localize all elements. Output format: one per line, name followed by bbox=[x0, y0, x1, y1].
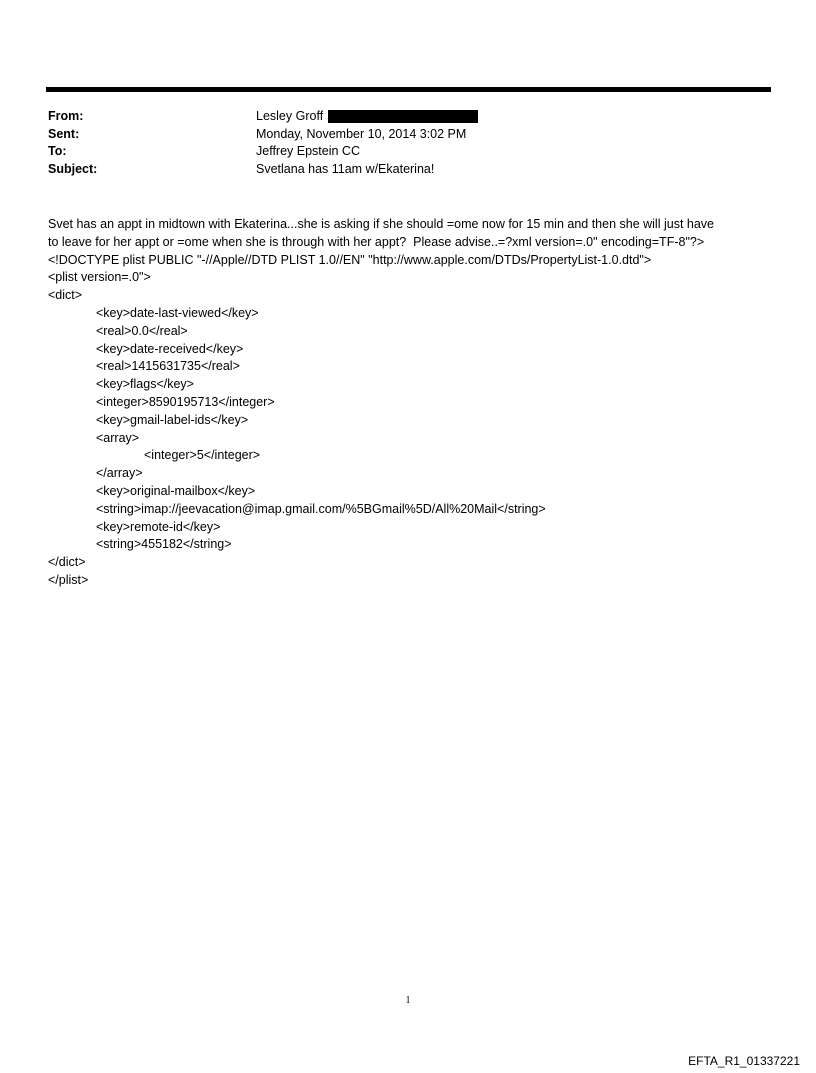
sent-row bbox=[48, 126, 478, 144]
body-line: <dict> bbox=[48, 288, 83, 303]
body-line: <!DOCTYPE plist PUBLIC "-//Apple//DTD PLIST 1.0//EN" "http://www.apple.com/DTDs/PropertyList-1.0.dtd"> bbox=[48, 252, 652, 267]
to-label: To: bbox=[48, 144, 67, 158]
body-line: Svet has an appt in midtown with Ekaterina...she is asking if she should =ome now for 15 min and then she will just have bbox=[48, 217, 714, 231]
from-label: From: bbox=[48, 109, 84, 123]
header-rule bbox=[46, 87, 771, 92]
redaction-box bbox=[328, 110, 478, 123]
body-line: <key>date-last-viewed</key> bbox=[96, 305, 259, 320]
body-line: </dict> bbox=[48, 555, 86, 570]
body-line: <string>455182</string> bbox=[96, 537, 232, 552]
to-row bbox=[48, 143, 478, 161]
body-line: <real>0.0</real> bbox=[96, 323, 188, 338]
body-line: <integer>5</integer> bbox=[144, 448, 261, 463]
from-value: Lesley Groff bbox=[256, 109, 324, 123]
body-line: <key>flags</key> bbox=[96, 377, 194, 392]
body-line: <key>remote-id</key> bbox=[96, 519, 221, 534]
subject-label: Subject: bbox=[48, 161, 98, 176]
to-value: Jeffrey Epstein CC bbox=[256, 144, 360, 158]
body-line: <integer>8590195713</integer> bbox=[96, 394, 275, 409]
page-number: 1 bbox=[405, 995, 411, 1006]
body-line: <real>1415631735</real> bbox=[96, 359, 240, 374]
email-header bbox=[48, 108, 478, 178]
body-line: <plist version=.0"> bbox=[48, 270, 151, 285]
bates-stamp: EFTA_R1_01337221 bbox=[688, 1054, 800, 1068]
subject-value: Svetlana has 11am w/Ekaterina! bbox=[256, 161, 435, 176]
body-line: </array> bbox=[96, 466, 143, 481]
body-line: <key>date-received</key> bbox=[96, 341, 244, 356]
subject-row bbox=[48, 161, 478, 179]
sent-value: Monday, November 10, 2014 3:02 PM bbox=[256, 126, 467, 141]
body-line: to leave for her appt or =ome when she is through with her appt? Please advise..=?xml version=.0" encoding=TF-8"?> bbox=[48, 234, 705, 249]
from-row bbox=[48, 108, 478, 126]
body-line: </plist> bbox=[48, 572, 89, 587]
body-line: <key>original-mailbox</key> bbox=[96, 483, 256, 498]
body-line: <key>gmail-label-ids</key> bbox=[96, 412, 249, 427]
email-body bbox=[48, 216, 778, 590]
body-line: <array> bbox=[96, 430, 140, 445]
sent-label: Sent: bbox=[48, 126, 80, 141]
body-line: <string>imap://jeevacation@imap.gmail.com/%5BGmail%5D/All%20Mail</string> bbox=[96, 501, 546, 516]
